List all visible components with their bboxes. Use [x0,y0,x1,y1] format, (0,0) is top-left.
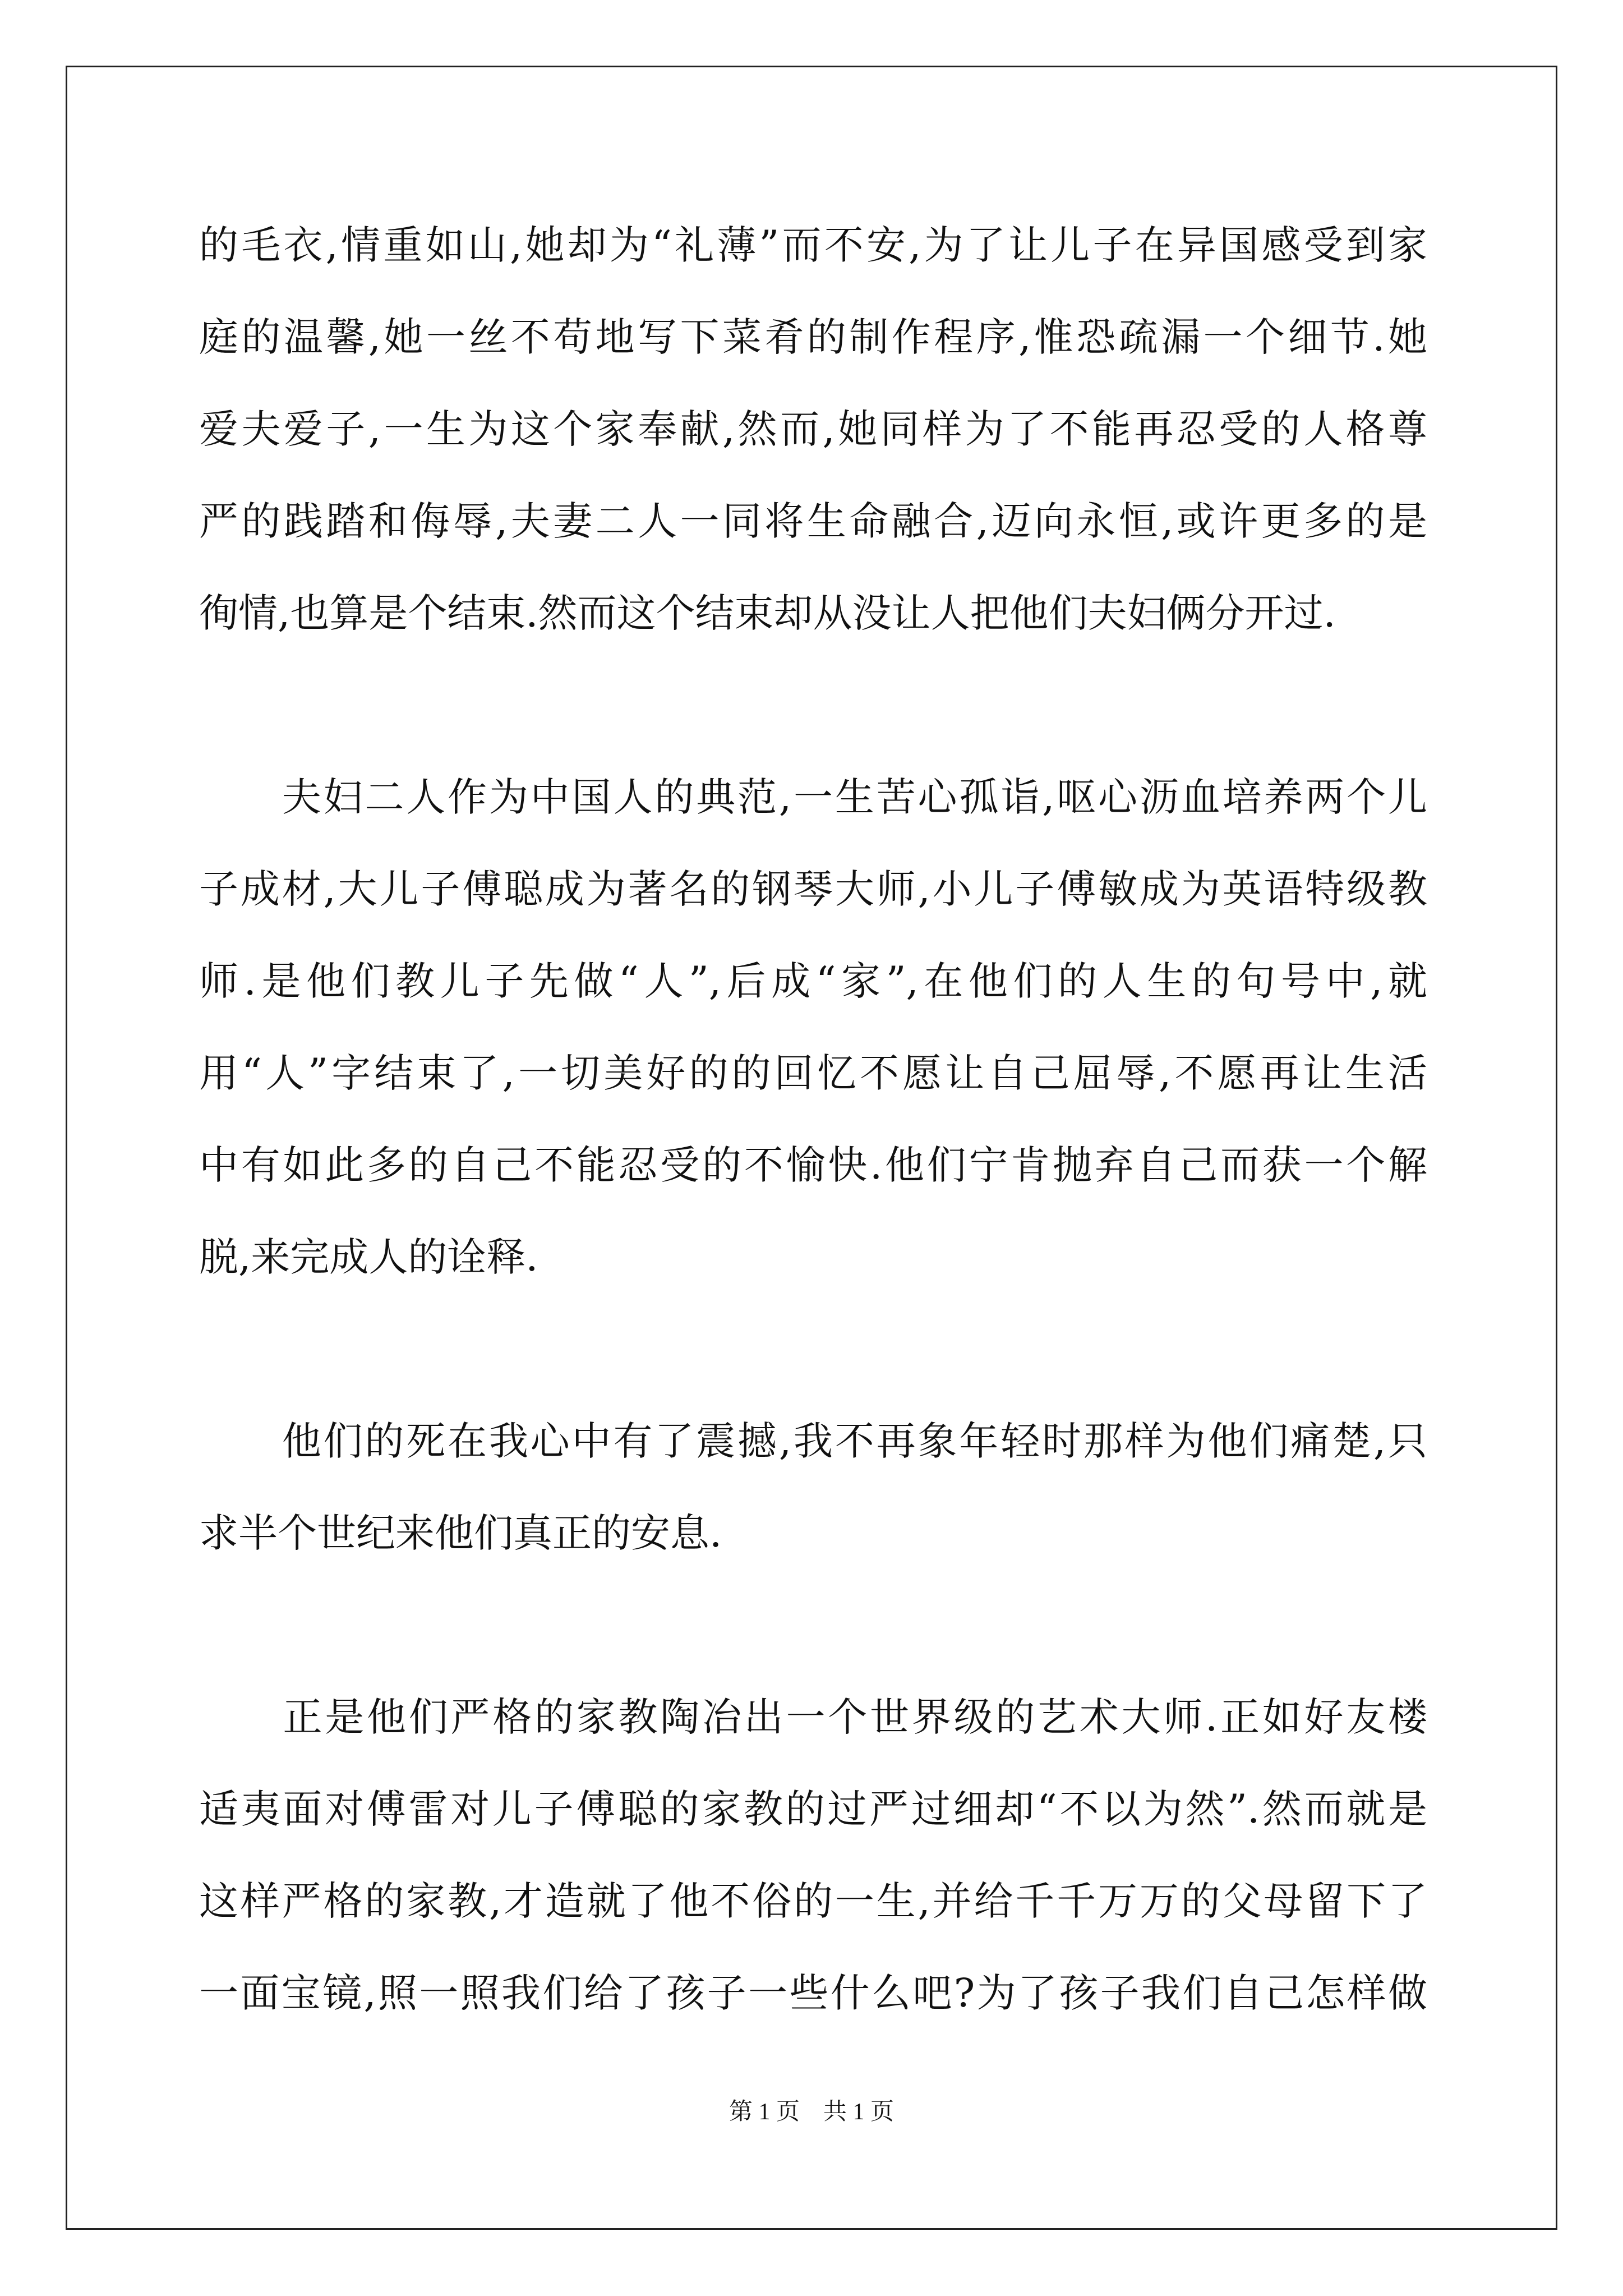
text-line: 用“人”字结束了,一切美好的的回忆不愿让自己屈辱,不愿再让生活 [199,1050,1427,1096]
text-line: 徇情,也算是个结束.然而这个结束却从没让人把他们夫妇俩分开过. [199,590,1336,636]
text-line: 庭的温馨,她一丝不苟地写下菜肴的制作程序,惟恐疏漏一个细节.她 [199,314,1427,360]
text-line: 爱夫爱子,一生为这个家奉献,然而,她同样为了不能再忍受的人格尊 [199,406,1427,452]
paragraph-gap [199,1579,1427,1671]
text-line: 适夷面对傅雷对儿子傅聪的家教的过严过细却“不以为然”.然而就是 [199,1786,1427,1832]
page-total: 共 1 页 [823,2099,895,2125]
text-line: 严的践踏和侮辱,夫妻二人一同将生命融合,迈向永恒,或许更多的是 [199,498,1427,544]
text-line: 脱,来完成人的诠释. [199,1234,538,1280]
text-line: 正是他们严格的家教陶冶出一个世界级的艺术大师.正如好友楼 [199,1694,1427,1740]
paragraph-gap [199,1303,1427,1395]
text-line: 一面宝镜,照一照我们给了孩子一些什么吧?为了孩子我们自己怎样做 [199,1970,1427,2016]
paragraph [199,1671,1427,2039]
paragraph-gap [199,659,1427,751]
paragraph [199,1395,1427,1579]
text-line: 求半个世纪来他们真正的安息. [199,1510,722,1556]
text-line: 中有如此多的自己不能忍受的不愉快.他们宁肯抛弃自己而获一个解 [199,1142,1427,1188]
paragraph [199,751,1427,1303]
text-line: 的毛衣,情重如山,她却为“礼薄”而不安,为了让儿子在异国感受到家 [199,222,1427,268]
text-line: 这样严格的家教,才造就了他不俗的一生,并给千千万万的父母留下了 [199,1878,1427,1924]
text-line: 子成材,大儿子傅聪成为著名的钢琴大师,小儿子傅敏成为英语特级教 [199,866,1427,912]
document-body [199,199,1427,2039]
text-line: 师.是他们教儿子先做“人”,后成“家”,在他们的人生的句号中,就 [199,958,1427,1004]
page-footer [0,2095,1623,2129]
page-number: 第 1 页 [728,2099,800,2125]
text-line: 夫妇二人作为中国人的典范,一生苦心孤诣,呕心沥血培养两个儿 [199,774,1427,820]
paragraph [199,199,1427,659]
text-line: 他们的死在我心中有了震撼,我不再象年轻时那样为他们痛楚,只 [199,1418,1427,1464]
